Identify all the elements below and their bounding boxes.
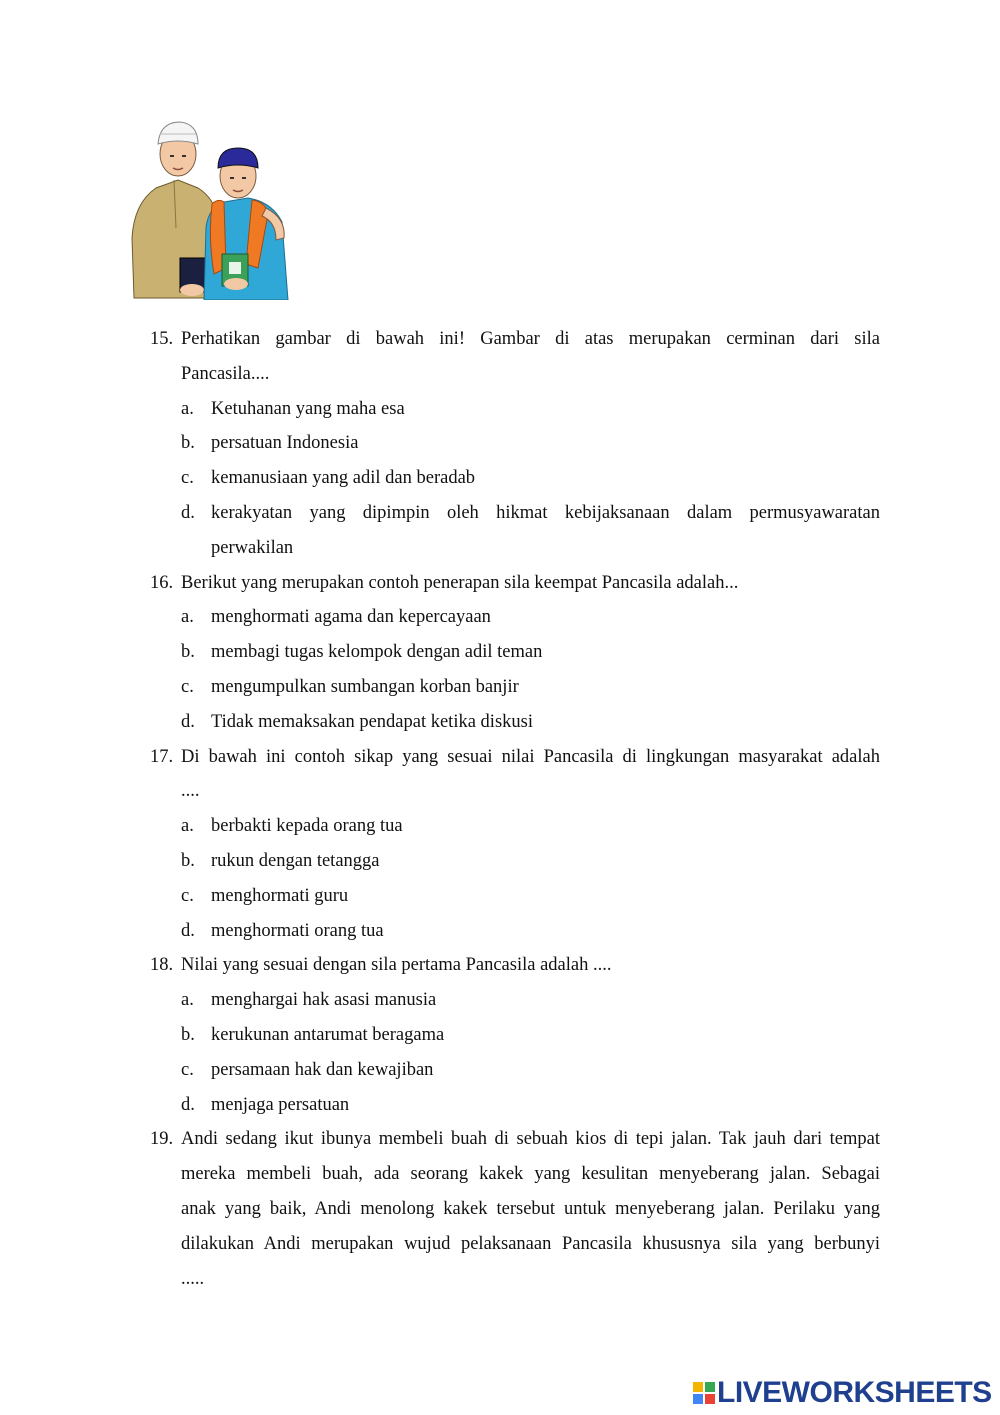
option-letter: c. (181, 1059, 194, 1080)
answer-option (150, 461, 880, 496)
option-text: mengumpulkan sumbangan korban banjir (211, 676, 519, 697)
answer-option (150, 1053, 880, 1088)
answer-option (150, 705, 880, 740)
answer-option (150, 600, 880, 635)
answer-option (150, 1088, 880, 1123)
answer-option (150, 844, 880, 879)
option-text: menghargai hak asasi manusia (211, 990, 437, 1011)
option-letter: c. (181, 885, 194, 906)
option-letter: a. (181, 816, 194, 837)
question-text: Pancasila.... (181, 363, 270, 384)
question-number: 18. (150, 955, 174, 976)
option-letter: b. (181, 433, 195, 454)
question-line (150, 1122, 880, 1157)
question-line (150, 774, 880, 809)
liveworksheets-logo (693, 1373, 992, 1413)
option-letter: a. (181, 607, 194, 628)
liveworksheets-logo-text: LIVEWORKSHEETS (717, 1376, 992, 1409)
liveworksheets-logo-icon (693, 1382, 715, 1404)
option-text: membagi tugas kelompok dengan adil teman (211, 642, 543, 663)
question-text: ..... (181, 1268, 205, 1289)
two-men-holding-quran-illustration (126, 118, 294, 300)
option-text: persamaan hak dan kewajiban (211, 1059, 434, 1080)
question-text: .... (181, 781, 200, 802)
answer-option (150, 531, 880, 566)
option-text: persatuan Indonesia (211, 433, 359, 454)
option-text: menghormati agama dan kepercayaan (211, 607, 491, 628)
question-text: mereka membeli buah, ada seorang kakek yang kesulitan menyeberang jalan. Sebagai (181, 1164, 880, 1185)
question-number: 17. (150, 746, 174, 767)
question-line (150, 1157, 880, 1192)
question-list (150, 322, 880, 1296)
option-text: rukun dengan tetangga (211, 850, 380, 871)
question-line (150, 1227, 880, 1262)
question-text: Nilai yang sesuai dengan sila pertama Pancasila adalah .... (181, 955, 612, 976)
answer-option (150, 496, 880, 531)
answer-option (150, 809, 880, 844)
question-line (150, 566, 880, 601)
answer-option (150, 879, 880, 914)
option-letter: c. (181, 468, 194, 489)
option-text: menghormati guru (211, 885, 349, 906)
option-letter: d. (181, 920, 195, 941)
question-line (150, 1192, 880, 1227)
question-text: Andi sedang ikut ibunya membeli buah di sebuah kios di tepi jalan. Tak jauh dari tempat (181, 1129, 880, 1150)
option-text: perwakilan (211, 537, 294, 558)
option-text: kerakyatan yang dipimpin oleh hikmat kebijaksanaan dalam permusyawaratan (211, 502, 880, 523)
answer-option (150, 670, 880, 705)
option-letter: b. (181, 850, 195, 871)
option-text: kemanusiaan yang adil dan beradab (211, 468, 476, 489)
option-letter: b. (181, 642, 195, 663)
question-number: 15. (150, 329, 174, 349)
answer-option (150, 392, 880, 427)
option-letter: a. (181, 398, 194, 419)
question-line (150, 740, 880, 775)
question-line (150, 322, 880, 357)
question-number: 16. (150, 572, 174, 593)
option-text: menghormati orang tua (211, 920, 384, 941)
question-line (150, 1262, 880, 1297)
question-text: Di bawah ini contoh sikap yang sesuai nilai Pancasila di lingkungan masyarakat adalah (181, 746, 880, 767)
option-letter: d. (181, 1094, 195, 1115)
option-text: Ketuhanan yang maha esa (211, 398, 405, 419)
option-text: kerukunan antarumat beragama (211, 1024, 445, 1045)
question-text: Berikut yang merupakan contoh penerapan sila keempat Pancasila adalah... (181, 572, 739, 593)
answer-option (150, 914, 880, 949)
option-letter: a. (181, 990, 194, 1011)
option-text: Tidak memaksakan pendapat ketika diskusi (211, 711, 533, 732)
option-text: menjaga persatuan (211, 1094, 350, 1115)
answer-option (150, 426, 880, 461)
answer-option (150, 635, 880, 670)
question-number: 19. (150, 1129, 174, 1150)
question-text: Perhatikan gambar di bawah ini! Gambar di atas merupakan cerminan dari sila (181, 329, 880, 349)
option-letter: c. (181, 676, 194, 697)
question-line (150, 948, 880, 983)
option-letter: d. (181, 711, 195, 732)
question-text: dilakukan Andi merupakan wujud pelaksanaan Pancasila khususnya sila yang berbunyi (181, 1233, 880, 1254)
question-text: anak yang baik, Andi menolong kakek tersebut untuk menyeberang jalan. Perilaku yang (181, 1198, 880, 1219)
answer-option (150, 1018, 880, 1053)
option-letter: b. (181, 1024, 195, 1045)
option-text: berbakti kepada orang tua (211, 816, 403, 837)
question-line (150, 357, 880, 392)
answer-option (150, 983, 880, 1018)
option-letter: d. (181, 502, 195, 523)
